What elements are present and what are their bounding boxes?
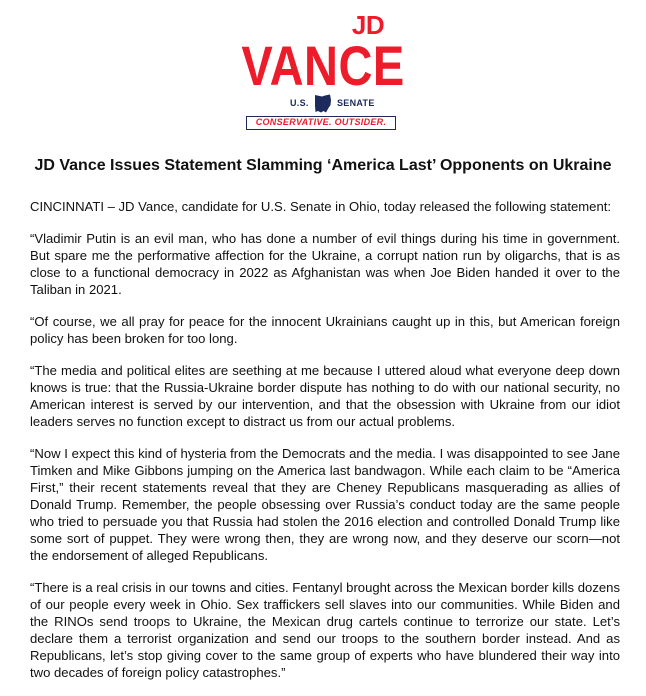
- statement-body: [30, 198, 620, 696]
- logo-office-row: [290, 94, 380, 114]
- statement-paragraph: “Vladimir Putin is an evil man, who has done a number of evil things during his time in government. But spare me the performative affection for the Ukraine, a corrupt nation run by oligarchs, that is as close to a functional democracy in 2022 as Afghanistan was when Joe Biden handed it over to the Taliban in 2021.: [30, 231, 620, 297]
- campaign-logo: [0, 10, 646, 128]
- logo-last-name: VANCE: [241, 34, 405, 97]
- logo-office: SENATE: [337, 98, 375, 108]
- statement-paragraph: “The media and political elites are seething at me because I uttered aloud what everyone deep down knows is true: that the Russia-Ukraine border dispute has nothing to do with our national security, no American interest is served by our intervention, and that the obsession with Ukraine from our idiot leaders serves no function except to distract us from our actual problems.: [30, 363, 620, 429]
- statement-headline: JD Vance Issues Statement Slamming ‘America Last’ Opponents on Ukraine: [34, 157, 612, 174]
- ohio-state-shape-icon: [313, 94, 333, 114]
- statement-paragraph: “Of course, we all pray for peace for the innocent Ukrainians caught up in this, but American foreign policy has been broken for too long.: [30, 314, 620, 346]
- logo-office-prefix: U.S.: [290, 98, 309, 108]
- dateline-paragraph: CINCINNATI – JD Vance, candidate for U.S. Senate in Ohio, today released the following statement:: [30, 199, 612, 214]
- statement-paragraph: “There is a real crisis in our towns and cities. Fentanyl brought across the Mexican border kills dozens of our people every week in Ohio. Sex traffickers sell slaves into our communities. While Biden and the RINOs send troops to Ukraine, the Mexican drug cartels continue to terrorize our state. Let’s declare them a terrorist organization and send our troops to the southern border instead. And as Republicans, let’s stop giving cover to the same group of experts who have blundered their way into two decades of foreign policy catastrophes.”: [30, 580, 620, 680]
- statement-paragraph: “Now I expect this kind of hysteria from the Democrats and the media. I was disappointed to see Jane Timken and Mike Gibbons jumping on the America last bandwagon. While each claim to be “America First,” their recent statements reveal that they are Cheney Republicans masquerading as allies of Donald Trump. Remember, the people obsessing over Russia’s conduct today are the same people who tried to persuade you that Russia had stolen the 2016 election and controlled Donald Trump like some sort of puppet. They were wrong then, they are wrong now, and they deserve our scorn—not the endorsement of alleged Republicans.: [30, 446, 620, 563]
- logo-first-name: JD: [351, 10, 385, 40]
- logo-tagline: CONSERVATIVE. OUTSIDER.: [246, 116, 396, 130]
